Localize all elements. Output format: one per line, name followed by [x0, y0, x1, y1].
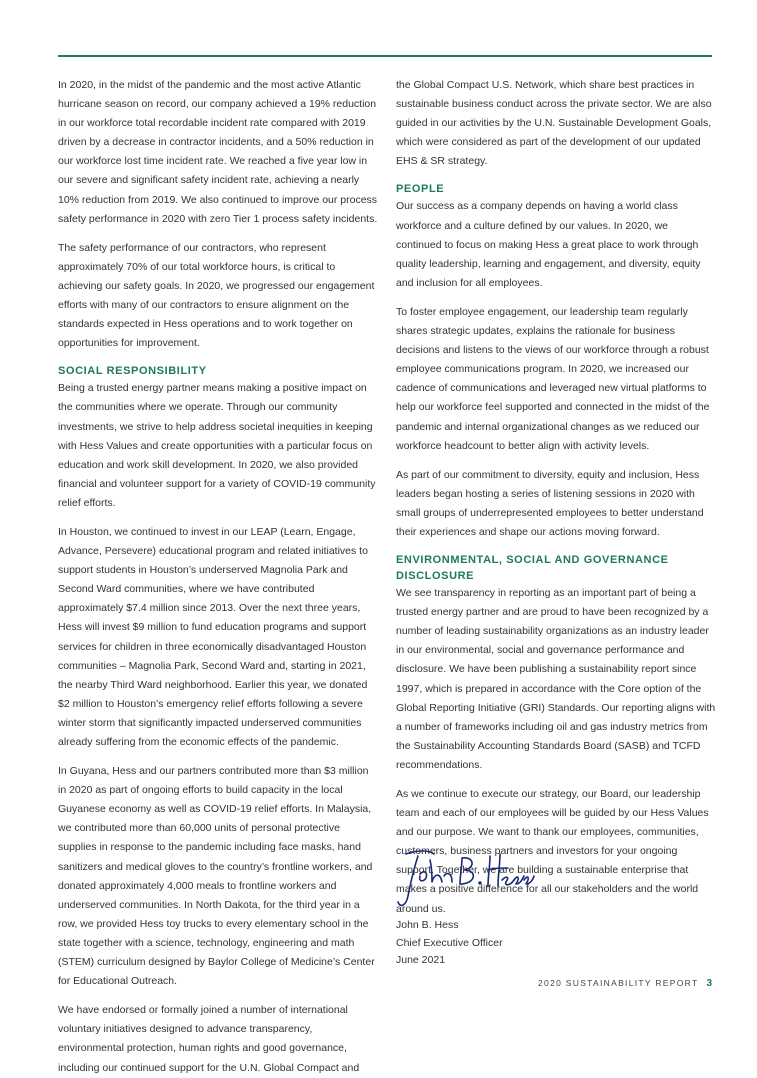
page-footer [538, 978, 712, 989]
signer-block [396, 917, 596, 970]
signer-title: Chief Executive Officer [396, 936, 503, 949]
right-column [396, 76, 716, 919]
social-intro-paragraph: Being a trusted energy partner means making a positive impact on the communities where we operate. Through our community investments, we strive to help address societal inequities in keeping with Hess Values and create opportunities with a particular focus on education and work skill development. In 2020, we also provided financial and volunteer support for a variety of COVID-19 community relief efforts. [58, 382, 376, 509]
social-responsibility-heading: SOCIAL RESPONSIBILITY [58, 365, 207, 378]
top-divider [58, 55, 712, 57]
signature-date: June 2021 [396, 954, 446, 966]
guyana-malaysia-paragraph: In Guyana, Hess and our partners contributed more than $3 million in 2020 as part of ongoing efforts to build capacity in the local Guyanese economy as well as COVID-19 relief efforts. In Malaysia, we contributed more than 60,000 units of personal protective supplies in response to the pandemic including face masks, hand sanitizers and medical gloves to the country’s frontline workers, and donated approximately 4,000 meals to frontline workers and underserved communities. In North Dakota, for the third year in a row, we provided Hess toy trucks to every elementary school in the state together with a science, technology, engineering and math (STEM) curriculum designed by Baylor College of Medicine’s Center for Educational Outreach. [58, 765, 375, 988]
left-column [58, 76, 378, 1078]
page-number: 3 [706, 978, 712, 989]
closing-paragraph: As we continue to execute our strategy, our Board, our leadership team and each of our employees will be guided by our Hess Values and our purpose. We want to thank our employees, communities, customers, business partners and investors for your ongoing support. Together, we are building a sustainable enterprise that makes a positive difference for all our stakeholders and the world around us. [396, 788, 709, 915]
transparency-paragraph: We see transparency in reporting as an important part of being a trusted energy partner and are proud to have been recognized by a number of leading sustainability organizations as an industry leader in our environmental, social and governance performance and disclosure. We have been publishing a sustainability report since 1997, which is prepared in accordance with the Core option of the Global Reporting Initiative (GRI) Standards. Our reporting aligns with a number of frameworks including oil and gas industry metrics from the Sustainability Accounting Standards Board (SASB) and TCFD recommendations. [396, 587, 716, 771]
safety-paragraph: In 2020, in the midst of the pandemic and the most active Atlantic hurricane season on record, our company achieved a 19% reduction in our workforce total recordable incident rate compared with 2019 driven by a decrease in contractor incidents, and a 50% reduction in our workforce lost time incident rate. We reached a five year low in our severe and significant safety incident rate, achieving a nearly 10% reduction from 2019. We also continued to improve our process safety performance in 2020 with zero Tier 1 process safety incidents. [58, 79, 378, 225]
diversity-paragraph: As part of our commitment to diversity, equity and inclusion, Hess leaders began hosting a series of listening sessions in 2020 with small groups of underrepresented employees to better understand their experiences and shape our actions moving forward. [396, 468, 704, 538]
initiatives-paragraph: We have endorsed or formally joined a number of international voluntary initiatives designed to advance transparency, environmental protection, human rights and good governance, including our continued support for the U.N. Global Compact and [58, 1004, 360, 1074]
houston-paragraph: In Houston, we continued to invest in our LEAP (Learn, Engage, Advance, Persevere) educational program and related initiatives to support students in Houston’s underserved Magnolia Park and Second Ward communities, where we have contributed approximately $7.4 million since 2013. Over the next three years, Hess will invest $9 million to fund education programs and support services for children in three economically disadvantaged Houston communities – Magnolia Park, Second Ward and, starting in 2021, the nearby Third Ward neighborhood. Earlier this year, we donated $2 million to Houston’s emergency relief efforts following a severe winter storm that significantly impacted underserved communities already suffering from the economic effects of the pandemic. [58, 525, 368, 748]
signer-name: John B. Hess [396, 919, 459, 931]
signature-image [396, 846, 536, 914]
people-intro-paragraph: Our success as a company depends on having a world class workforce and a culture defined by our values. In 2020, we continued to focus on making Hess a great place to work through quality leadership, learning and engagement, and diversity, equity and inclusion for all employees. [396, 200, 701, 289]
esg-disclosure-heading: ENVIRONMENTAL, SOCIAL AND GOVERNANCE DISCLOSURE [396, 554, 669, 583]
contractors-paragraph: The safety performance of our contractors, who represent approximately 70% of our total workforce hours, is critical to achieving our safety goals. In 2020, we progressed our engagement efforts with many of our contractors to ensure alignment on the standards expected in Hess operations and to work together on opportunities for improvement. [58, 241, 375, 350]
global-compact-paragraph: the Global Compact U.S. Network, which share best practices in sustainable business conduct across the private sector. We are also guided in our activities by the U.N. Sustainable Development Goals, which were considered as part of the development of our updated EHS & SR strategy. [396, 79, 712, 168]
people-heading: PEOPLE [396, 183, 445, 196]
report-name: 2020 SUSTAINABILITY REPORT [538, 978, 699, 988]
engagement-paragraph: To foster employee engagement, our leadership team regularly shares strategic updates, explains the rationale for business decisions and listens to the views of our workforce through a robust employee communications program. In 2020, we increased our cadence of communications and leveraged new virtual platforms to help our workforce feel supported and connected in the midst of the pandemic and internal organizational changes as we reduced our workforce headcount to better align with activity levels. [396, 305, 710, 452]
